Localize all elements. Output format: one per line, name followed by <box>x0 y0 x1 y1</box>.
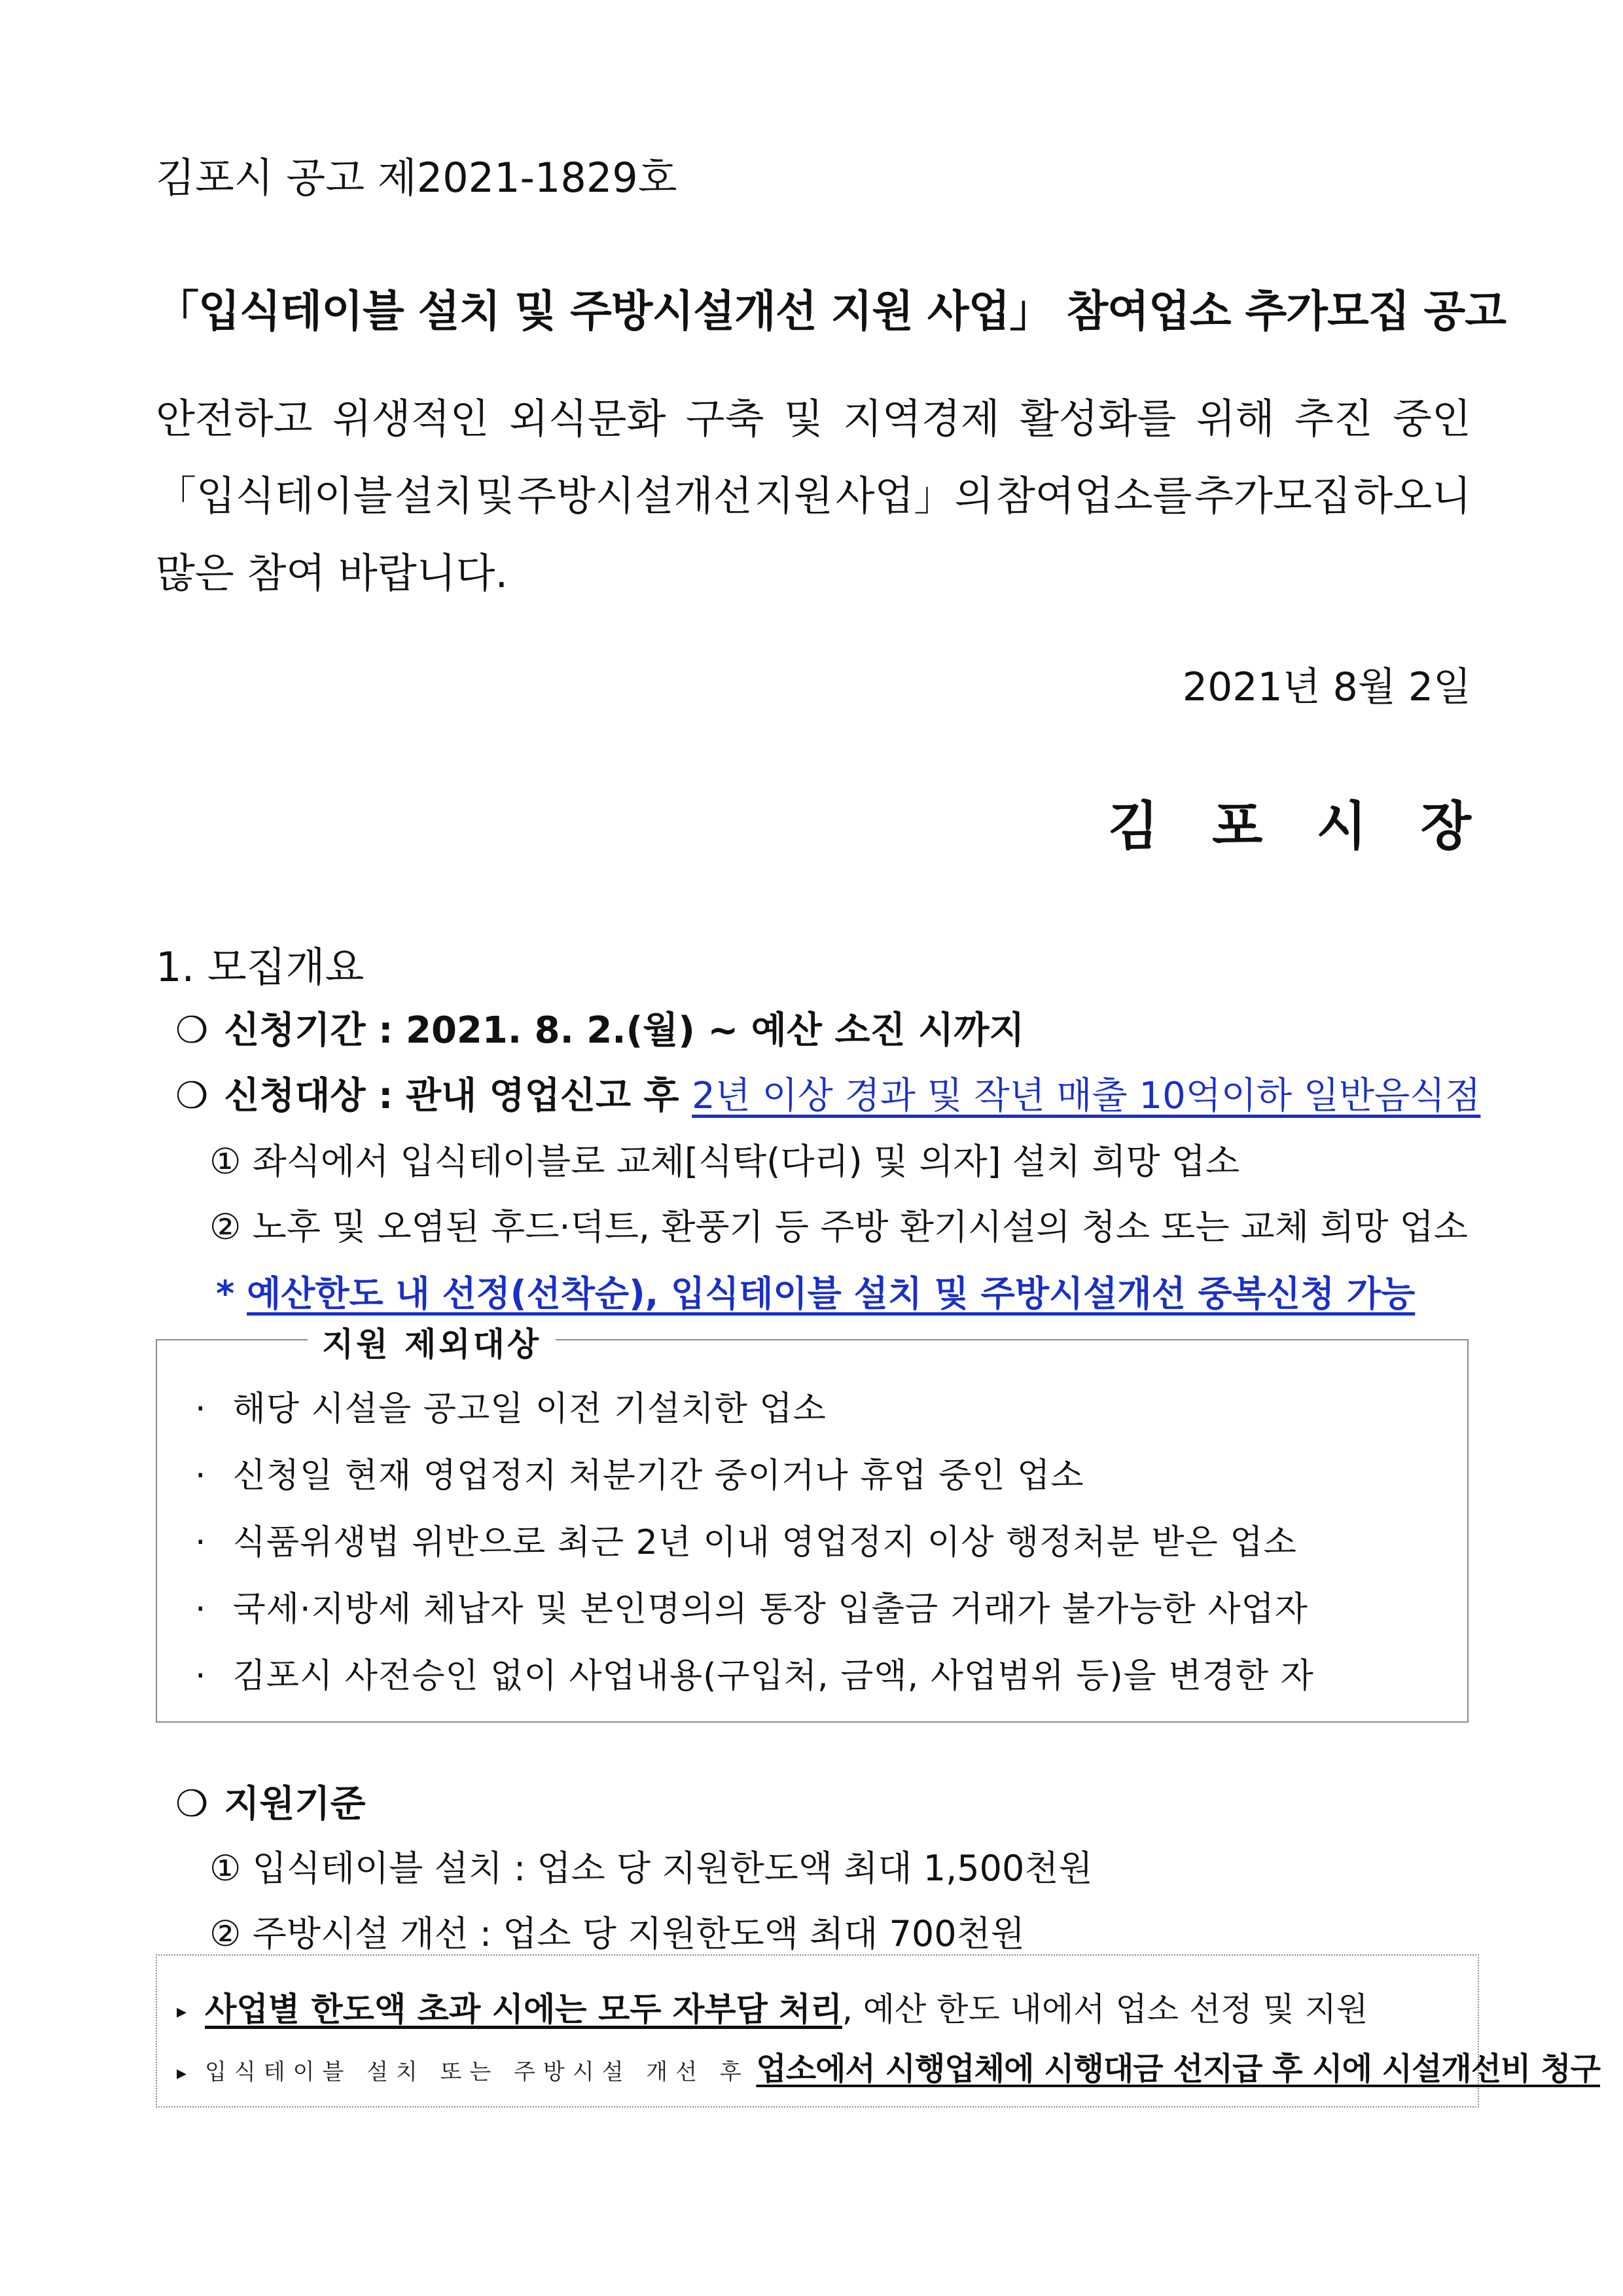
list-item <box>195 1448 1314 1515</box>
intro-word: 중인 <box>1393 395 1471 442</box>
intro-word: 구축 <box>685 395 764 442</box>
intro-word: 위생적인 <box>332 395 490 442</box>
target-item-1: ① 좌식에서 입식테이블로 교체[식탁(다리) 및 의자] 설치 희망 업소 <box>209 1141 1240 1182</box>
intro-word: 사업」의 <box>835 472 994 520</box>
intro-word: 지역경제 <box>843 395 1000 442</box>
support-note-line-1 <box>177 1983 1368 2030</box>
intro-word: 활성화를 <box>1019 395 1177 442</box>
target-item-2: ② 노후 및 오염된 후드·덕트, 환풍기 등 주방 환기시설의 청소 또는 교체 희망 업소 <box>209 1206 1468 1247</box>
exclusion-title: 지원 제외대상 <box>308 1318 556 1365</box>
dot-bullet-icon: · <box>195 1456 207 1496</box>
signer-name: 김포시장 <box>1107 796 1525 857</box>
intro-word: 하오니 <box>1353 472 1471 520</box>
support-note-small: 입식테이블 설치 또는 주방시설 개선 후 <box>205 2059 749 2085</box>
notice-date: 2021년 8월 2일 <box>1182 664 1471 710</box>
support-note-strong: 사업별 한도액 초과 시에는 모두 자부담 처리 <box>205 1990 842 2028</box>
dot-bullet-icon: · <box>195 1523 207 1562</box>
intro-line-2 <box>156 463 1471 522</box>
intro-word: 및 <box>475 472 515 520</box>
exclusion-text: 김포시 사전승인 없이 사업내용(구입처, 금액, 사업범위 등)을 변경한 자 <box>232 1657 1314 1696</box>
intro-word: 지원 <box>755 472 833 520</box>
support-note-rest: , 예산 한도 내에서 업소 선정 및 지원 <box>842 1990 1368 2028</box>
list-item <box>195 1581 1314 1648</box>
intro-word: 추가모집 <box>1194 472 1351 520</box>
section-heading: 1. 모집개요 <box>156 943 365 991</box>
list-item <box>195 1381 1314 1448</box>
dot-bullet-icon: · <box>195 1657 207 1696</box>
intro-word: 주방시설개선 <box>517 472 753 520</box>
exclusion-text: 식품위생법 위반으로 최근 2년 이내 영업정지 이상 행정처분 받은 업소 <box>232 1523 1297 1562</box>
intro-word: 외식문화 <box>508 395 666 442</box>
note-text: 예산한도 내 선정(선착순), 입식테이블 설치 및 주방시설개선 중복신청 가능 <box>247 1273 1416 1314</box>
notice-number: 김포시 공고 제2021-1829호 <box>156 154 677 202</box>
intro-line-1 <box>156 386 1471 444</box>
intro-word: 「입식테이블 <box>156 472 393 520</box>
support-criteria <box>175 1775 366 1827</box>
application-period <box>175 1001 1024 1054</box>
intro-word: 추진 <box>1294 395 1373 442</box>
dot-bullet-icon: · <box>195 1390 207 1429</box>
selection-note <box>216 1266 1415 1316</box>
intro-word: 참여업소를 <box>995 472 1192 520</box>
application-target <box>175 1067 1480 1119</box>
criteria-label: 지원기준 <box>224 1783 366 1825</box>
asterisk-icon: * <box>216 1273 235 1314</box>
list-item <box>195 1515 1314 1581</box>
intro-line-3: 많은 참여 바랍니다. <box>156 549 508 597</box>
target-highlight: 2년 이상 경과 및 작년 매출 10억이하 일반음식점 <box>692 1075 1481 1117</box>
intro-word: 및 <box>783 395 823 442</box>
exclusion-text: 국세·지방세 체납자 및 본인명의의 통장 입출금 거래가 불가능한 사업자 <box>232 1590 1309 1629</box>
intro-word: 위해 <box>1196 395 1275 442</box>
exclusion-list <box>195 1381 1314 1715</box>
exclusion-box <box>156 1325 1469 1723</box>
triangle-bullet-icon: ▸ <box>177 2062 187 2085</box>
list-item <box>195 1648 1314 1715</box>
exclusion-text: 신청일 현재 영업정지 처분기간 중이거나 휴업 중인 업소 <box>232 1456 1084 1496</box>
document-title: 「입식테이블 설치 및 주방시설개선 지원 사업」 참여업소 추가모집 공고 <box>156 286 1506 336</box>
dot-bullet-icon: · <box>195 1590 207 1629</box>
period-text: 신청기간 : 2021. 8. 2.(월) ~ 예산 소진 시까지 <box>224 1009 1025 1052</box>
intro-word: 안전하고 <box>156 395 313 442</box>
support-note-line-2 <box>177 2043 1600 2089</box>
criteria-item-1: ① 입식테이블 설치 : 업소 당 지원한도액 최대 1,500천원 <box>209 1848 1093 1889</box>
circle-bullet-icon: ❍ <box>175 1783 209 1825</box>
target-text: 신청대상 : 관내 영업신고 후 <box>224 1075 692 1117</box>
circle-bullet-icon: ❍ <box>175 1075 209 1117</box>
support-note-strong: 업소에서 시행업체에 시행대금 선지급 후 시에 시설개선비 청구 <box>756 2051 1600 2087</box>
exclusion-text: 해당 시설을 공고일 이전 기설치한 업소 <box>232 1390 827 1429</box>
support-note-box <box>156 1954 1600 2108</box>
intro-word: 설치 <box>395 472 473 520</box>
triangle-bullet-icon: ▸ <box>177 2000 187 2023</box>
criteria-item-2: ② 주방시설 개선 : 업소 당 지원한도액 최대 700천원 <box>209 1913 1025 1954</box>
circle-bullet-icon: ❍ <box>175 1009 209 1052</box>
